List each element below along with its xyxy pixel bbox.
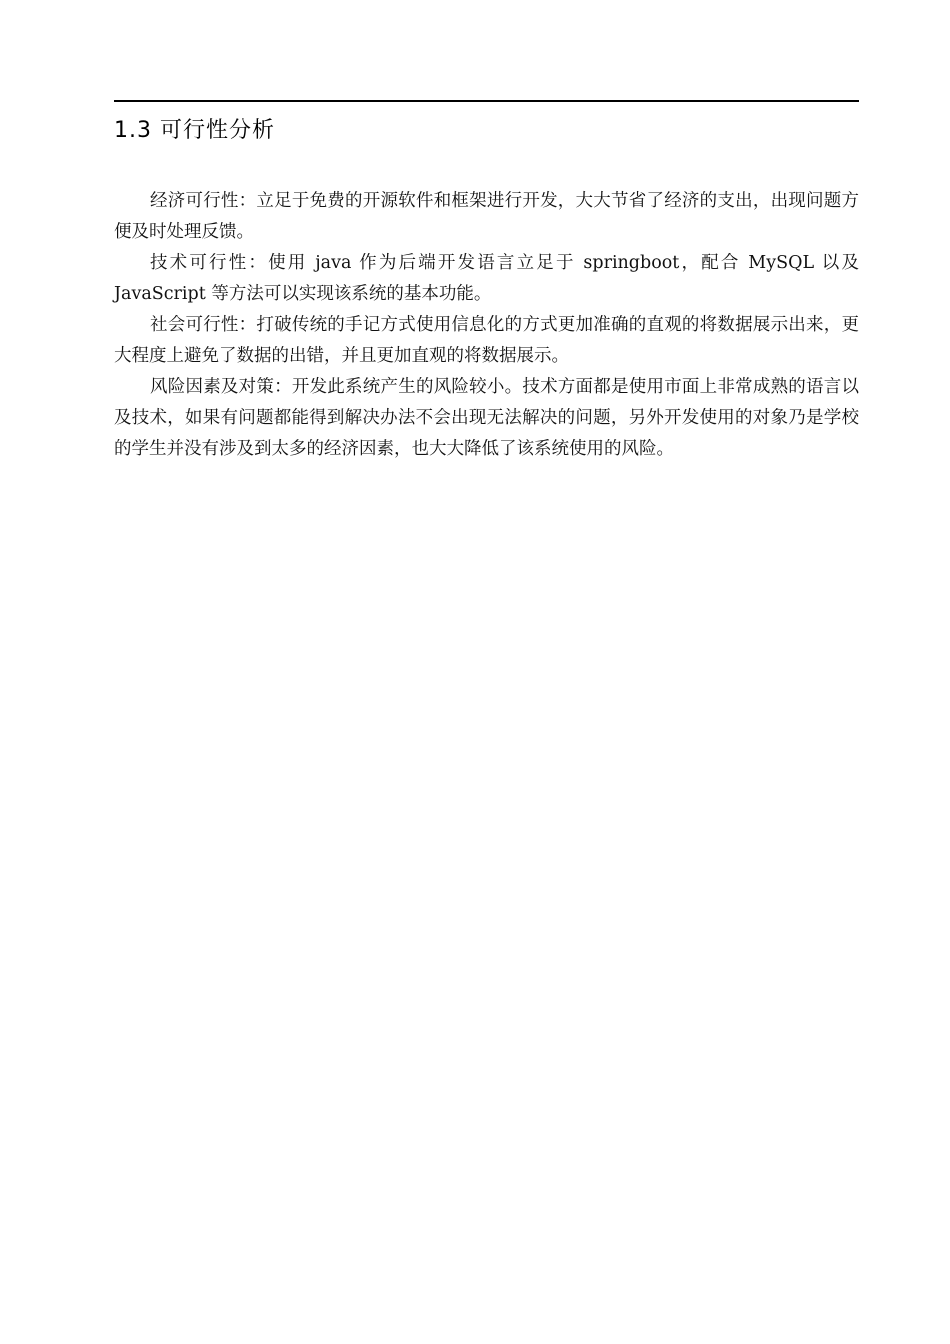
paragraph-risk-factors: 风险因素及对策：开发此系统产生的风险较小。技术方面都是使用市面上非常成熟的语言以及技术，如果有问题都能得到解决办法不会出现无法解决的问题，另外开发使用的对象乃是学校的学生并没有涉及到太多的经济因素，也大大降低了该系统使用的风险。: [114, 377, 859, 459]
body-text: [114, 186, 859, 465]
header-rule: [114, 100, 859, 102]
section-heading: 1.3 可行性分析: [114, 118, 275, 143]
paragraph-economic-feasibility: 经济可行性：立足于免费的开源软件和框架进行开发，大大节省了经济的支出，出现问题方便及时处理反馈。: [114, 191, 859, 242]
paragraph-technical-feasibility: 技术可行性：使用 java 作为后端开发语言立足于 springboot，配合 MySQL 以及 JavaScript 等方法可以实现该系统的基本功能。: [114, 253, 859, 304]
paragraph-social-feasibility: 社会可行性：打破传统的手记方式使用信息化的方式更加准确的直观的将数据展示出来，更大程度上避免了数据的出错，并且更加直观的将数据展示。: [114, 315, 859, 366]
